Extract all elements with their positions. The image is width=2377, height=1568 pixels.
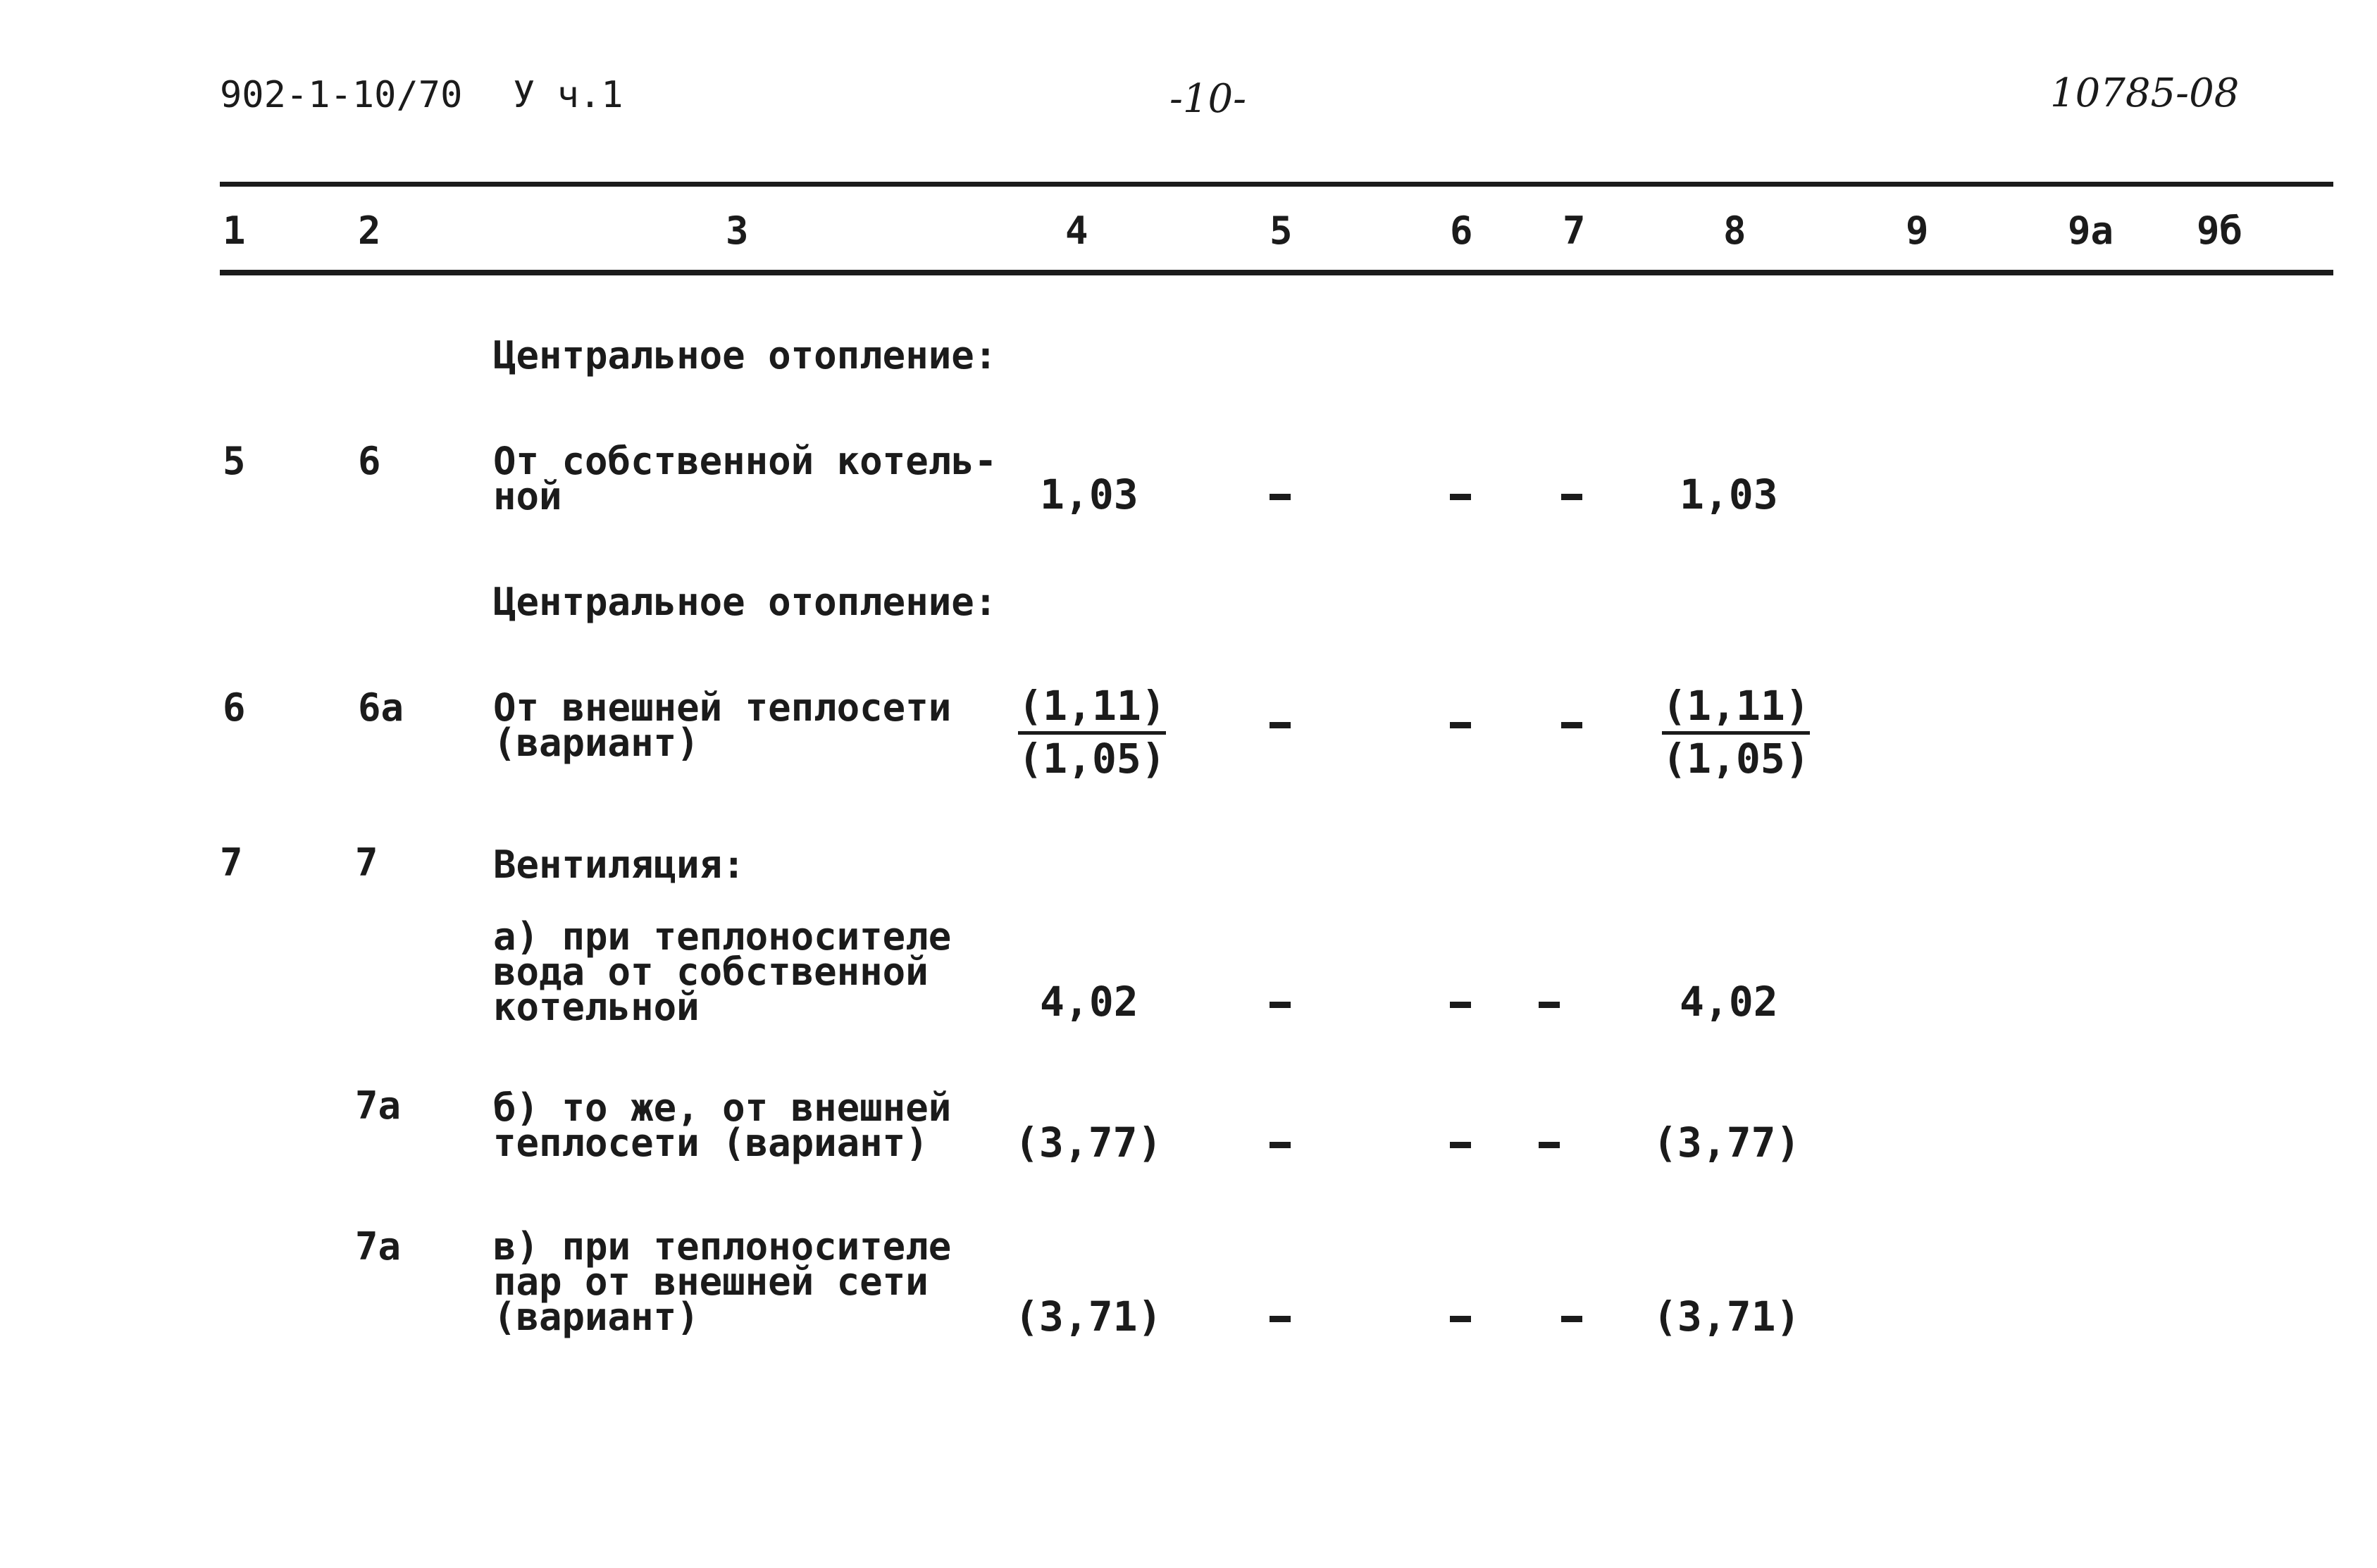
row3b-col6-dash [1450,1142,1471,1148]
row2-col7-dash [1561,722,1582,728]
row3a-col4-value: 4,02 [1040,978,1138,1026]
row2-col6-dash [1450,722,1471,728]
row2-col1: 6 [223,685,246,730]
row3a-col5-dash [1270,1002,1291,1008]
row1-col8-value: 1,03 [1680,471,1778,518]
section-heading-central-heating-2: Центральное отопление: [493,580,998,624]
column-number-8: 8 [1723,209,1746,253]
column-number-6: 6 [1450,209,1473,253]
row3a-text-line1: а) при теплоносителе [493,914,952,959]
row3b-col2: 7а [355,1083,402,1128]
row3a-col8-value: 4,02 [1680,978,1778,1026]
row3-col1: 7 [220,840,243,885]
document-part: У ч.1 [513,74,623,116]
row3b-col5-dash [1270,1142,1291,1148]
row1-text-line1: От собственной котель- [493,439,998,483]
row2-text-line2: (вариант) [493,721,700,765]
column-number-9a: 9а [2068,209,2114,253]
row3a-text-line2: вода от собственной [493,950,929,994]
column-number-1: 1 [223,209,246,253]
row3a-text-line3: котельной [493,985,700,1029]
row1-col5-dash [1270,494,1291,500]
row3c-text-line2: пар от внешней сети [493,1259,929,1304]
row3b-col4-value: (3,77) [1014,1119,1162,1166]
row3c-col2: 7а [355,1224,402,1269]
row3c-col6-dash [1450,1316,1471,1322]
registry-number: 10785-08 [2050,70,2240,116]
row2-col4-fraction [1014,682,1169,783]
row3b-text-line2: теплосети (вариант) [493,1121,929,1165]
row3b-col8-value: (3,77) [1653,1119,1801,1166]
column-number-9: 9 [1906,209,1929,253]
column-number-5: 5 [1270,209,1293,253]
column-number-2: 2 [358,209,381,253]
document-code: 902-1-10/70 [220,74,463,116]
column-number-9b: 9б [2197,209,2243,253]
row2-col8-denominator: (1,05) [1662,735,1810,783]
row2-col5-dash [1270,722,1291,728]
column-number-4: 4 [1065,209,1088,253]
row3a-col7-dash [1539,1002,1560,1008]
row1-text-line2: ной [493,474,562,518]
row3-heading-ventilation: Вентиляция: [493,842,745,887]
row1-col6-dash [1450,494,1471,500]
row2-text-line1: От внешней теплосети [493,685,952,730]
row2-col2: 6а [358,685,404,730]
row3c-col4-value: (3,71) [1014,1293,1162,1340]
row1-col1: 5 [223,439,246,483]
row3c-col8-value: (3,71) [1653,1293,1801,1340]
table-top-rule [220,182,2333,187]
table-header-bottom-rule [220,270,2333,275]
row3c-text-line1: в) при теплоносителе [493,1224,952,1269]
row3a-col6-dash [1450,1002,1471,1008]
row3c-text-line3: (вариант) [493,1295,700,1339]
row3b-col7-dash [1539,1142,1560,1148]
row1-col4-value: 1,03 [1040,471,1138,518]
row3b-text-line1: б) то же, от внешней [493,1085,952,1130]
row2-col8-numerator: (1,11) [1662,682,1810,735]
row2-col4-denominator: (1,05) [1018,735,1166,783]
row2-col4-numerator: (1,11) [1018,682,1166,735]
row1-col2: 6 [358,439,381,483]
row3-col2: 7 [355,840,378,885]
row3c-col5-dash [1270,1316,1291,1322]
row1-col7-dash [1561,494,1582,500]
column-number-3: 3 [726,209,749,253]
column-number-7: 7 [1563,209,1586,253]
row3c-col7-dash [1561,1316,1582,1322]
section-heading-central-heating: Центральное отопление: [493,333,998,378]
page-number: -10- [1169,76,1247,122]
row2-col8-fraction [1651,682,1820,783]
